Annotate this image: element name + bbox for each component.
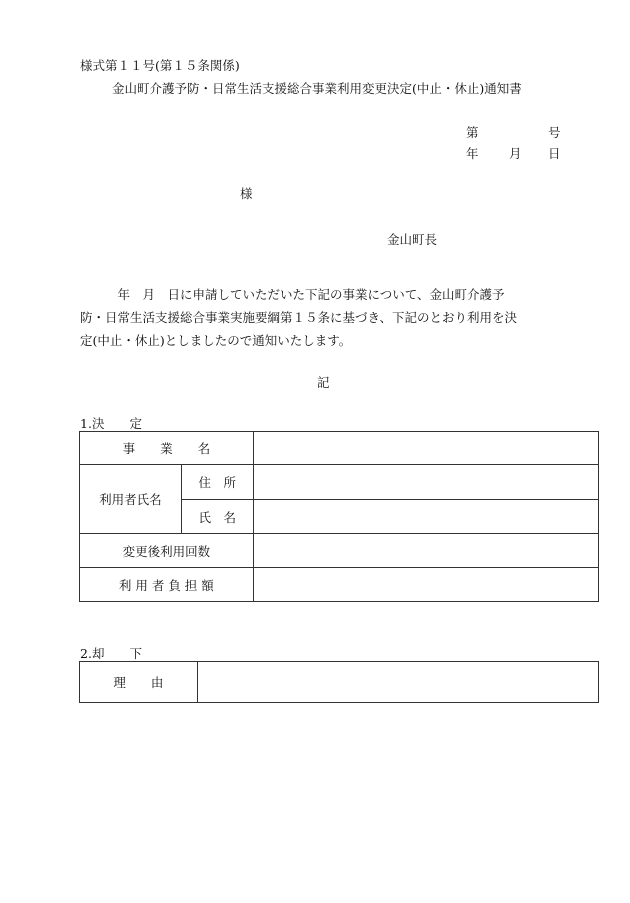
section1-number: 1. bbox=[80, 416, 92, 431]
section1-title: 決 定 bbox=[91, 416, 142, 431]
document-title: 金山町介護予防・日常生活支援総合事業利用変更決定(中止・休止)通知書 bbox=[112, 81, 522, 96]
changed-count-value[interactable] bbox=[253, 534, 598, 568]
issuer: 金山町長 bbox=[387, 232, 438, 247]
business-name-label: 事 業 名 bbox=[80, 432, 254, 465]
date-day: 日 bbox=[548, 146, 561, 161]
addressee-suffix: 様 bbox=[240, 186, 253, 201]
address-value[interactable] bbox=[253, 465, 598, 500]
name-value[interactable] bbox=[253, 500, 598, 534]
date-year: 年 bbox=[466, 146, 479, 161]
section2-number: 2. bbox=[80, 646, 92, 661]
changed-count-label: 変更後利用回数 bbox=[80, 534, 254, 568]
notice-body-line-2: 防・日常生活支援総合事業実施要綱第１５条に基づき、下記のとおり利用を決 bbox=[80, 310, 518, 325]
reason-label: 理 由 bbox=[80, 662, 198, 703]
business-name-value[interactable] bbox=[253, 432, 598, 465]
ki-heading: 記 bbox=[317, 375, 330, 390]
name-label: 氏 名 bbox=[181, 500, 253, 534]
address-label: 住 所 bbox=[181, 465, 253, 500]
notice-body bbox=[80, 283, 565, 352]
user-name-label: 利用者氏名 bbox=[80, 465, 182, 534]
form-number: 様式第１１号(第１５条関係) bbox=[80, 58, 240, 73]
decision-table bbox=[79, 431, 599, 602]
doc-number-go: 号 bbox=[548, 125, 561, 140]
date-month: 月 bbox=[509, 146, 522, 161]
section2-heading bbox=[80, 644, 142, 662]
user-burden-value[interactable] bbox=[253, 568, 598, 602]
section1-heading bbox=[80, 414, 142, 432]
doc-number-dai: 第 bbox=[466, 125, 479, 140]
user-burden-label: 利 用 者 負 担 額 bbox=[80, 568, 254, 602]
section2-title: 却 下 bbox=[91, 646, 142, 661]
notice-body-line-1: 年 月 日に申請していただいた下記の事業について、金山町介護予 bbox=[80, 287, 505, 302]
rejection-table bbox=[79, 661, 599, 703]
notice-body-line-3: 定(中止・休止)としましたので通知いたします。 bbox=[80, 333, 352, 348]
reason-value[interactable] bbox=[197, 662, 598, 703]
